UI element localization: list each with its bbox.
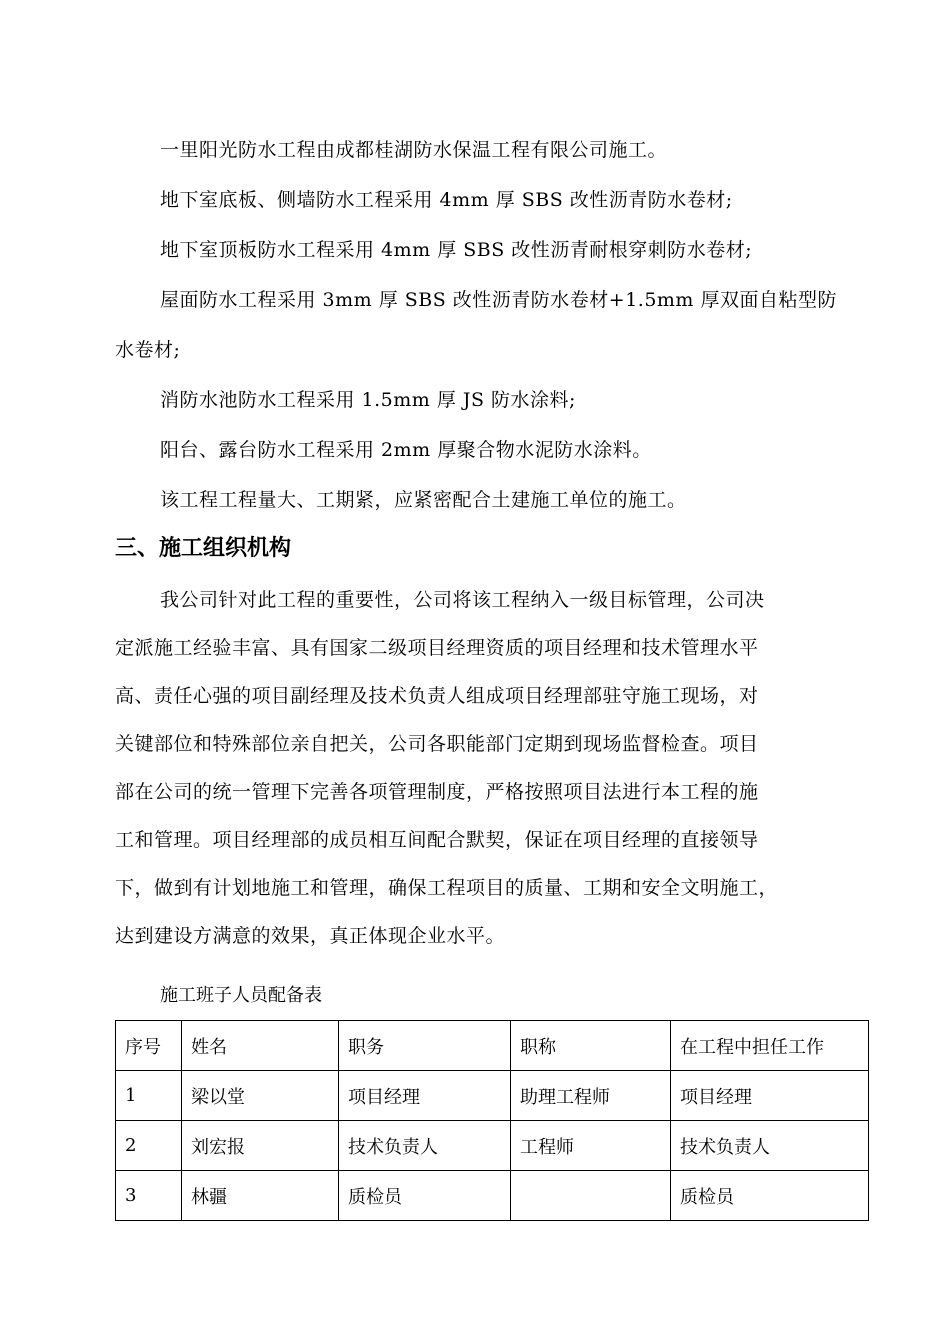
header-cell-title: 职称 (511, 1021, 671, 1071)
header-cell-position: 职务 (339, 1021, 511, 1071)
section-heading: 三、施工组织机构 (115, 536, 292, 561)
cell-index: 2 (116, 1121, 182, 1171)
intro-paragraph-roof-line2: 水卷材; (115, 339, 181, 361)
cell-index: 1 (116, 1071, 182, 1121)
cell-name: 林疆 (182, 1171, 339, 1221)
cell-name: 梁以堂 (182, 1071, 339, 1121)
cell-name: 刘宏报 (182, 1121, 339, 1171)
staff-table (115, 1020, 869, 1221)
intro-paragraph-fire-pool: 消防水池防水工程采用 1.5mm 厚 JS 防水涂料; (160, 389, 576, 411)
body-line: 高、责任心强的项目副经理及技术负责人组成项目经理部驻守施工现场，对 (115, 685, 759, 707)
body-line: 工和管理。项目经理部的成员相互间配合默契，保证在项目经理的直接领导 (115, 829, 759, 851)
cell-title (511, 1171, 671, 1221)
header-cell-index: 序号 (116, 1021, 182, 1071)
body-line: 部在公司的统一管理下完善各项管理制度，严格按照项目法进行本工程的施 (115, 781, 759, 803)
intro-paragraph-coordination: 该工程工程量大、工期紧，应紧密配合土建施工单位的施工。 (160, 489, 687, 511)
cell-position: 技术负责人 (339, 1121, 511, 1171)
cell-role: 项目经理 (671, 1071, 869, 1121)
header-cell-role: 在工程中担任工作 (671, 1021, 869, 1071)
cell-position: 质检员 (339, 1171, 511, 1221)
intro-paragraph-contractor: 一里阳光防水工程由成都桂湖防水保温工程有限公司施工。 (160, 139, 668, 161)
cell-role: 质检员 (671, 1171, 869, 1221)
body-line: 达到建设方满意的效果，真正体现企业水平。 (115, 925, 506, 947)
table-row (116, 1071, 869, 1121)
cell-role: 技术负责人 (671, 1121, 869, 1171)
table-caption: 施工班子人员配备表 (160, 985, 322, 1006)
intro-paragraph-roof-line1: 屋面防水工程采用 3mm 厚 SBS 改性沥青防水卷材+1.5mm 厚双面自粘型防 (160, 289, 837, 311)
table-row (116, 1121, 869, 1171)
table-row (116, 1171, 869, 1221)
body-line: 关键部位和特殊部位亲自把关，公司各职能部门定期到现场监督检查。项目 (115, 733, 759, 755)
cell-title: 工程师 (511, 1121, 671, 1171)
body-line: 定派施工经验丰富、具有国家二级项目经理资质的项目经理和技术管理水平 (115, 637, 759, 659)
cell-index: 3 (116, 1171, 182, 1221)
cell-title: 助理工程师 (511, 1071, 671, 1121)
intro-paragraph-basement-roof: 地下室顶板防水工程采用 4mm 厚 SBS 改性沥青耐根穿刺防水卷材; (160, 239, 753, 261)
body-line: 下，做到有计划地施工和管理，确保工程项目的质量、工期和安全文明施工， (115, 877, 779, 899)
header-cell-name: 姓名 (182, 1021, 339, 1071)
body-line: 我公司针对此工程的重要性，公司将该工程纳入一级目标管理，公司决 (160, 589, 765, 611)
table-header-row (116, 1021, 869, 1071)
intro-paragraph-basement-floor: 地下室底板、侧墙防水工程采用 4mm 厚 SBS 改性沥青防水卷材; (160, 189, 733, 211)
cell-position: 项目经理 (339, 1071, 511, 1121)
intro-paragraph-balcony: 阳台、露台防水工程采用 2mm 厚聚合物水泥防水涂料。 (160, 439, 652, 461)
